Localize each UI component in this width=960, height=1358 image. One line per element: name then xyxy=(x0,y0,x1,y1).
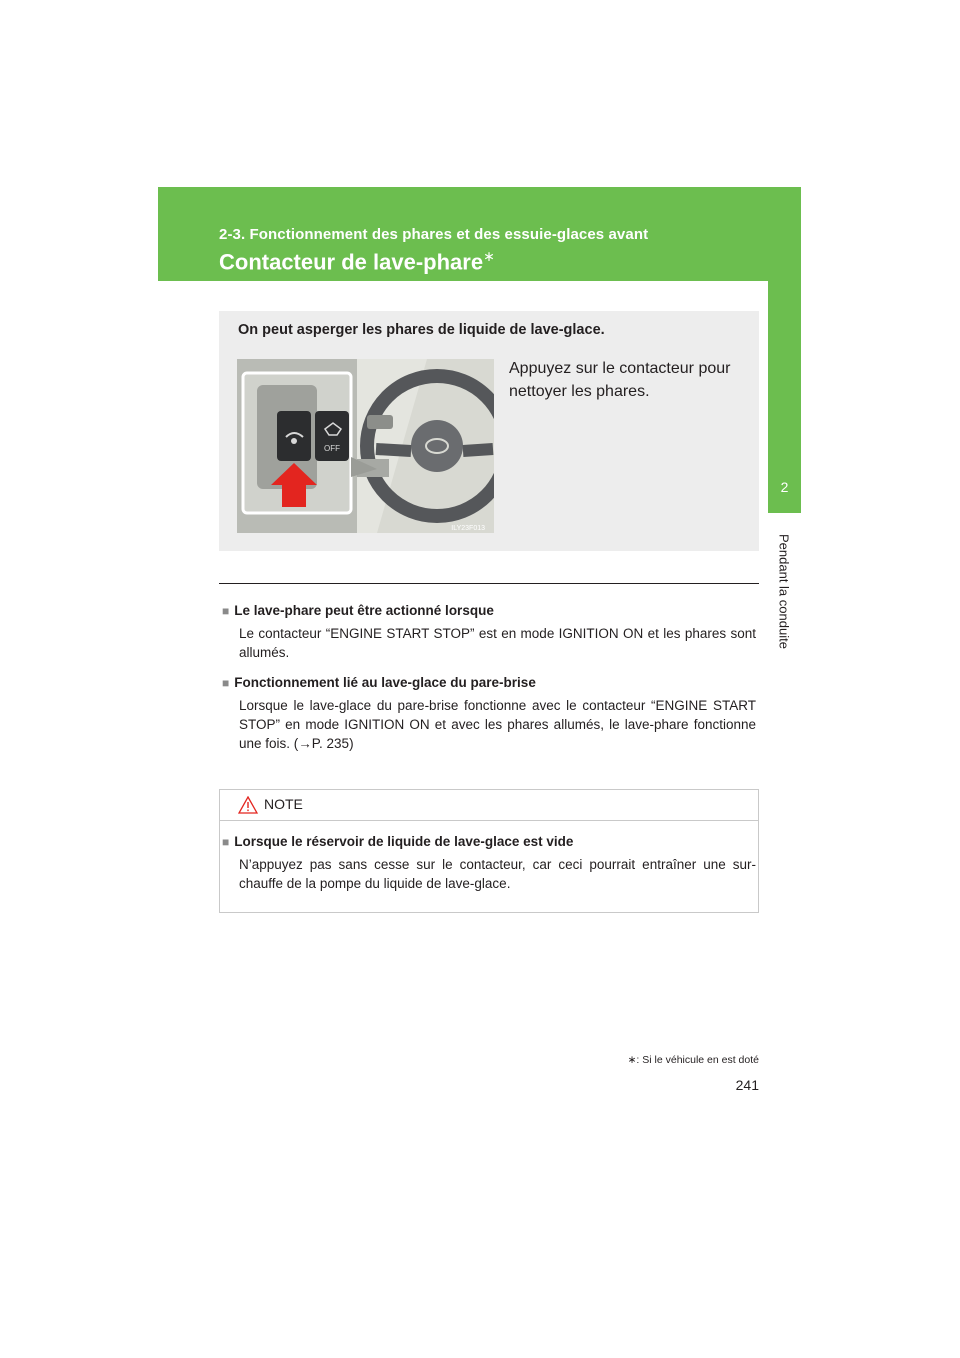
warning-triangle-icon xyxy=(238,796,258,814)
chapter-label: Pendant la conduite xyxy=(776,534,792,649)
page-title-text: Contacteur de lave-phare xyxy=(219,249,484,275)
callout-text: Appuyez sur le contacteur pour nettoyer les phares. xyxy=(509,360,731,400)
note-item xyxy=(222,675,756,753)
image-code: ILY23F013 xyxy=(451,525,485,532)
chapter-number-tab[interactable]: 2 xyxy=(768,461,801,513)
chapter-side-bar xyxy=(768,281,801,461)
section-label: 2-3. Fonctionnement des phares et des essuie-glaces avant xyxy=(219,226,649,243)
caution-header xyxy=(220,790,758,821)
note-item xyxy=(222,603,756,662)
square-bullet-icon: ■ xyxy=(222,835,230,849)
square-bullet-icon: ■ xyxy=(222,604,230,618)
note-body: Lorsque le lave-glace du pare-brise fonctionne avec le contacteur “ENGINE START STOP” en mode IGNITION ON et avec les phares allumés, le lave-phare fonctionne une fois. (→P. 235) xyxy=(239,698,756,751)
note-heading: Le lave-phare peut être actionné lorsque xyxy=(234,603,494,618)
caution-item xyxy=(222,834,756,893)
intro-text: On peut asperger les phares de liquide de lave-glace. xyxy=(238,322,605,338)
page-title xyxy=(219,248,495,275)
caution-body: N’appuyez pas sans cesse sur le contacteur, car ceci pourrait entraîner une sur-chauffe de la pompe du liquide de lave-glace. xyxy=(239,857,756,891)
caution-label: NOTE xyxy=(264,796,303,812)
caution-box xyxy=(219,789,759,913)
section-divider xyxy=(219,583,759,584)
note-body: Le contacteur “ENGINE START STOP” est en mode IGNITION ON et les phares sont allumés. xyxy=(239,626,756,660)
note-heading: Fonctionnement lié au lave-glace du pare-brise xyxy=(234,675,536,690)
caution-heading: Lorsque le réservoir de liquide de lave-glace est vide xyxy=(234,834,574,849)
square-bullet-icon: ■ xyxy=(222,676,230,690)
title-footnote-mark: ∗ xyxy=(483,248,495,264)
switch-off-label: OFF xyxy=(324,444,340,453)
dashboard-photo xyxy=(237,359,494,533)
page-number: 241 xyxy=(735,1077,759,1093)
dashboard-illustration xyxy=(237,359,494,533)
footnote: ∗: Si le véhicule en est doté xyxy=(627,1054,759,1066)
